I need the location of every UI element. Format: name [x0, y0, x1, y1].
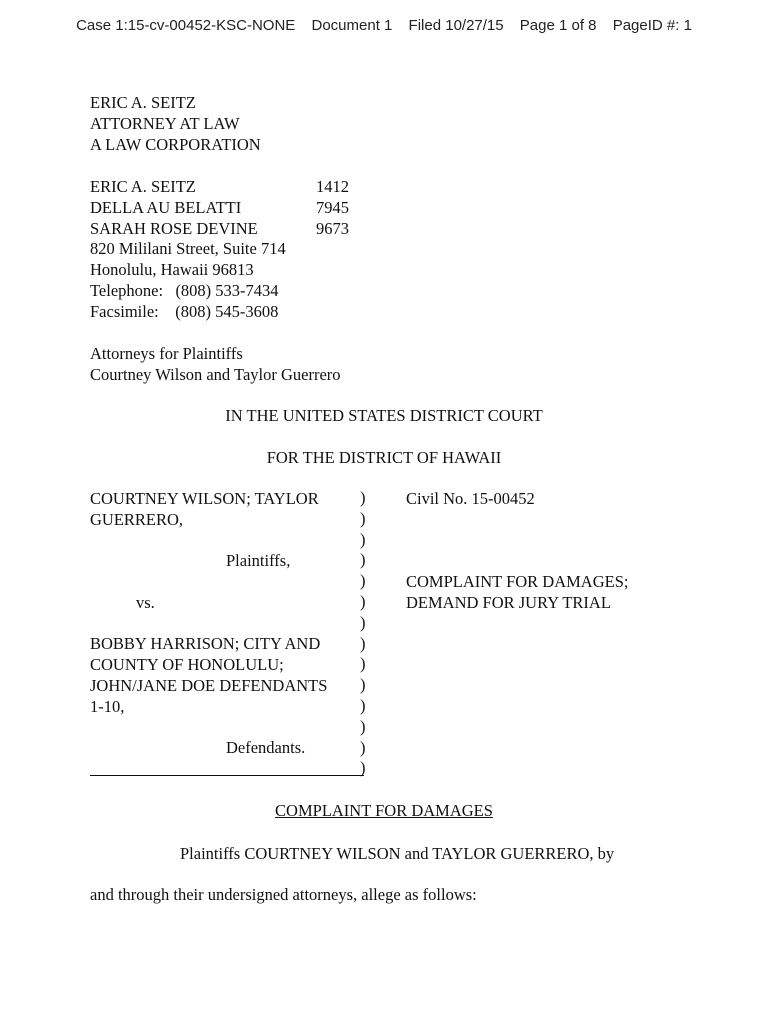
clients: Courtney Wilson and Taylor Guerrero — [90, 364, 341, 384]
paren: ) — [360, 737, 366, 757]
paren: ) — [360, 695, 366, 715]
attorney-row — [90, 219, 390, 240]
document-title — [0, 801, 768, 821]
attorney-name: DELLA AU BELATTI — [90, 197, 242, 217]
plaintiffs-names: GUERRERO, — [90, 510, 184, 529]
defendants-label: Defendants. — [226, 738, 306, 757]
defendants-names: BOBBY HARRISON; CITY AND — [90, 634, 321, 653]
paren: ) — [360, 591, 366, 611]
paren: ) — [360, 508, 366, 528]
paren: ) — [360, 488, 366, 507]
plaintiffs-names: COURTNEY WILSON; TAYLOR — [90, 489, 319, 508]
paren: ) — [360, 633, 366, 653]
attorney-name: SARAH ROSE DEVINE — [90, 218, 258, 238]
telephone: Telephone: (808) 533-7434 — [90, 280, 279, 300]
versus: vs. — [136, 593, 155, 612]
complaint-type: COMPLAINT FOR DAMAGES; — [406, 572, 629, 591]
bar-number: 9673 — [316, 218, 349, 238]
page-id: PageID #: 1 — [612, 17, 692, 34]
document-number: Document 1 — [311, 17, 393, 34]
street-address: 820 Mililani Street, Suite 714 — [90, 239, 286, 259]
attorney-block — [90, 177, 390, 323]
caption-underline — [90, 775, 364, 776]
bar-number: 7945 — [316, 197, 349, 217]
defendants-names: 1-10, — [90, 697, 125, 716]
defendants-names: COUNTY OF HONOLULU; — [90, 655, 284, 674]
filing-header — [0, 17, 768, 34]
attorneys-for-block — [90, 344, 341, 386]
body-text: and through their undersigned attorneys, allege as follows: — [90, 885, 477, 904]
attorneys-for-label: Attorneys for Plaintiffs — [90, 344, 243, 363]
paren: ) — [360, 758, 366, 778]
firm-block — [90, 93, 261, 155]
firm-line: A LAW CORPORATION — [90, 134, 261, 154]
paren: ) — [360, 529, 366, 549]
paren: ) — [360, 675, 366, 695]
court-district: FOR THE DISTRICT OF HAWAII — [266, 448, 502, 467]
bar-number: 1412 — [316, 177, 349, 196]
paren: ) — [360, 716, 366, 736]
caption-parentheses — [360, 488, 366, 779]
attorney-row — [90, 177, 390, 198]
plaintiffs-label: Plaintiffs, — [226, 551, 291, 570]
page-indicator: Page 1 of 8 — [519, 17, 597, 34]
filed-date: Filed 10/27/15 — [408, 17, 504, 34]
firm-name: ERIC A. SEITZ — [90, 93, 196, 112]
paren: ) — [360, 612, 366, 632]
firm-line: ATTORNEY AT LAW — [90, 113, 240, 133]
paren: ) — [360, 571, 366, 591]
document-title-text: COMPLAINT FOR DAMAGES — [275, 801, 493, 820]
body-text: Plaintiffs COURTNEY WILSON and TAYLOR GUERRERO, by — [180, 844, 615, 863]
attorney-name: ERIC A. SEITZ — [90, 177, 196, 196]
jury-demand: DEMAND FOR JURY TRIAL — [406, 593, 611, 612]
civil-number: Civil No. 15-00452 — [406, 489, 535, 508]
paren: ) — [360, 654, 366, 674]
facsimile: Facsimile: (808) 545-3608 — [90, 301, 279, 321]
city-address: Honolulu, Hawaii 96813 — [90, 260, 254, 280]
court-name: IN THE UNITED STATES DISTRICT COURT — [225, 406, 543, 425]
attorney-row — [90, 198, 390, 219]
defendants-names: JOHN/JANE DOE DEFENDANTS — [90, 676, 328, 695]
paren: ) — [360, 550, 366, 570]
case-number: Case 1:15-cv-00452-KSC-NONE — [76, 17, 296, 34]
